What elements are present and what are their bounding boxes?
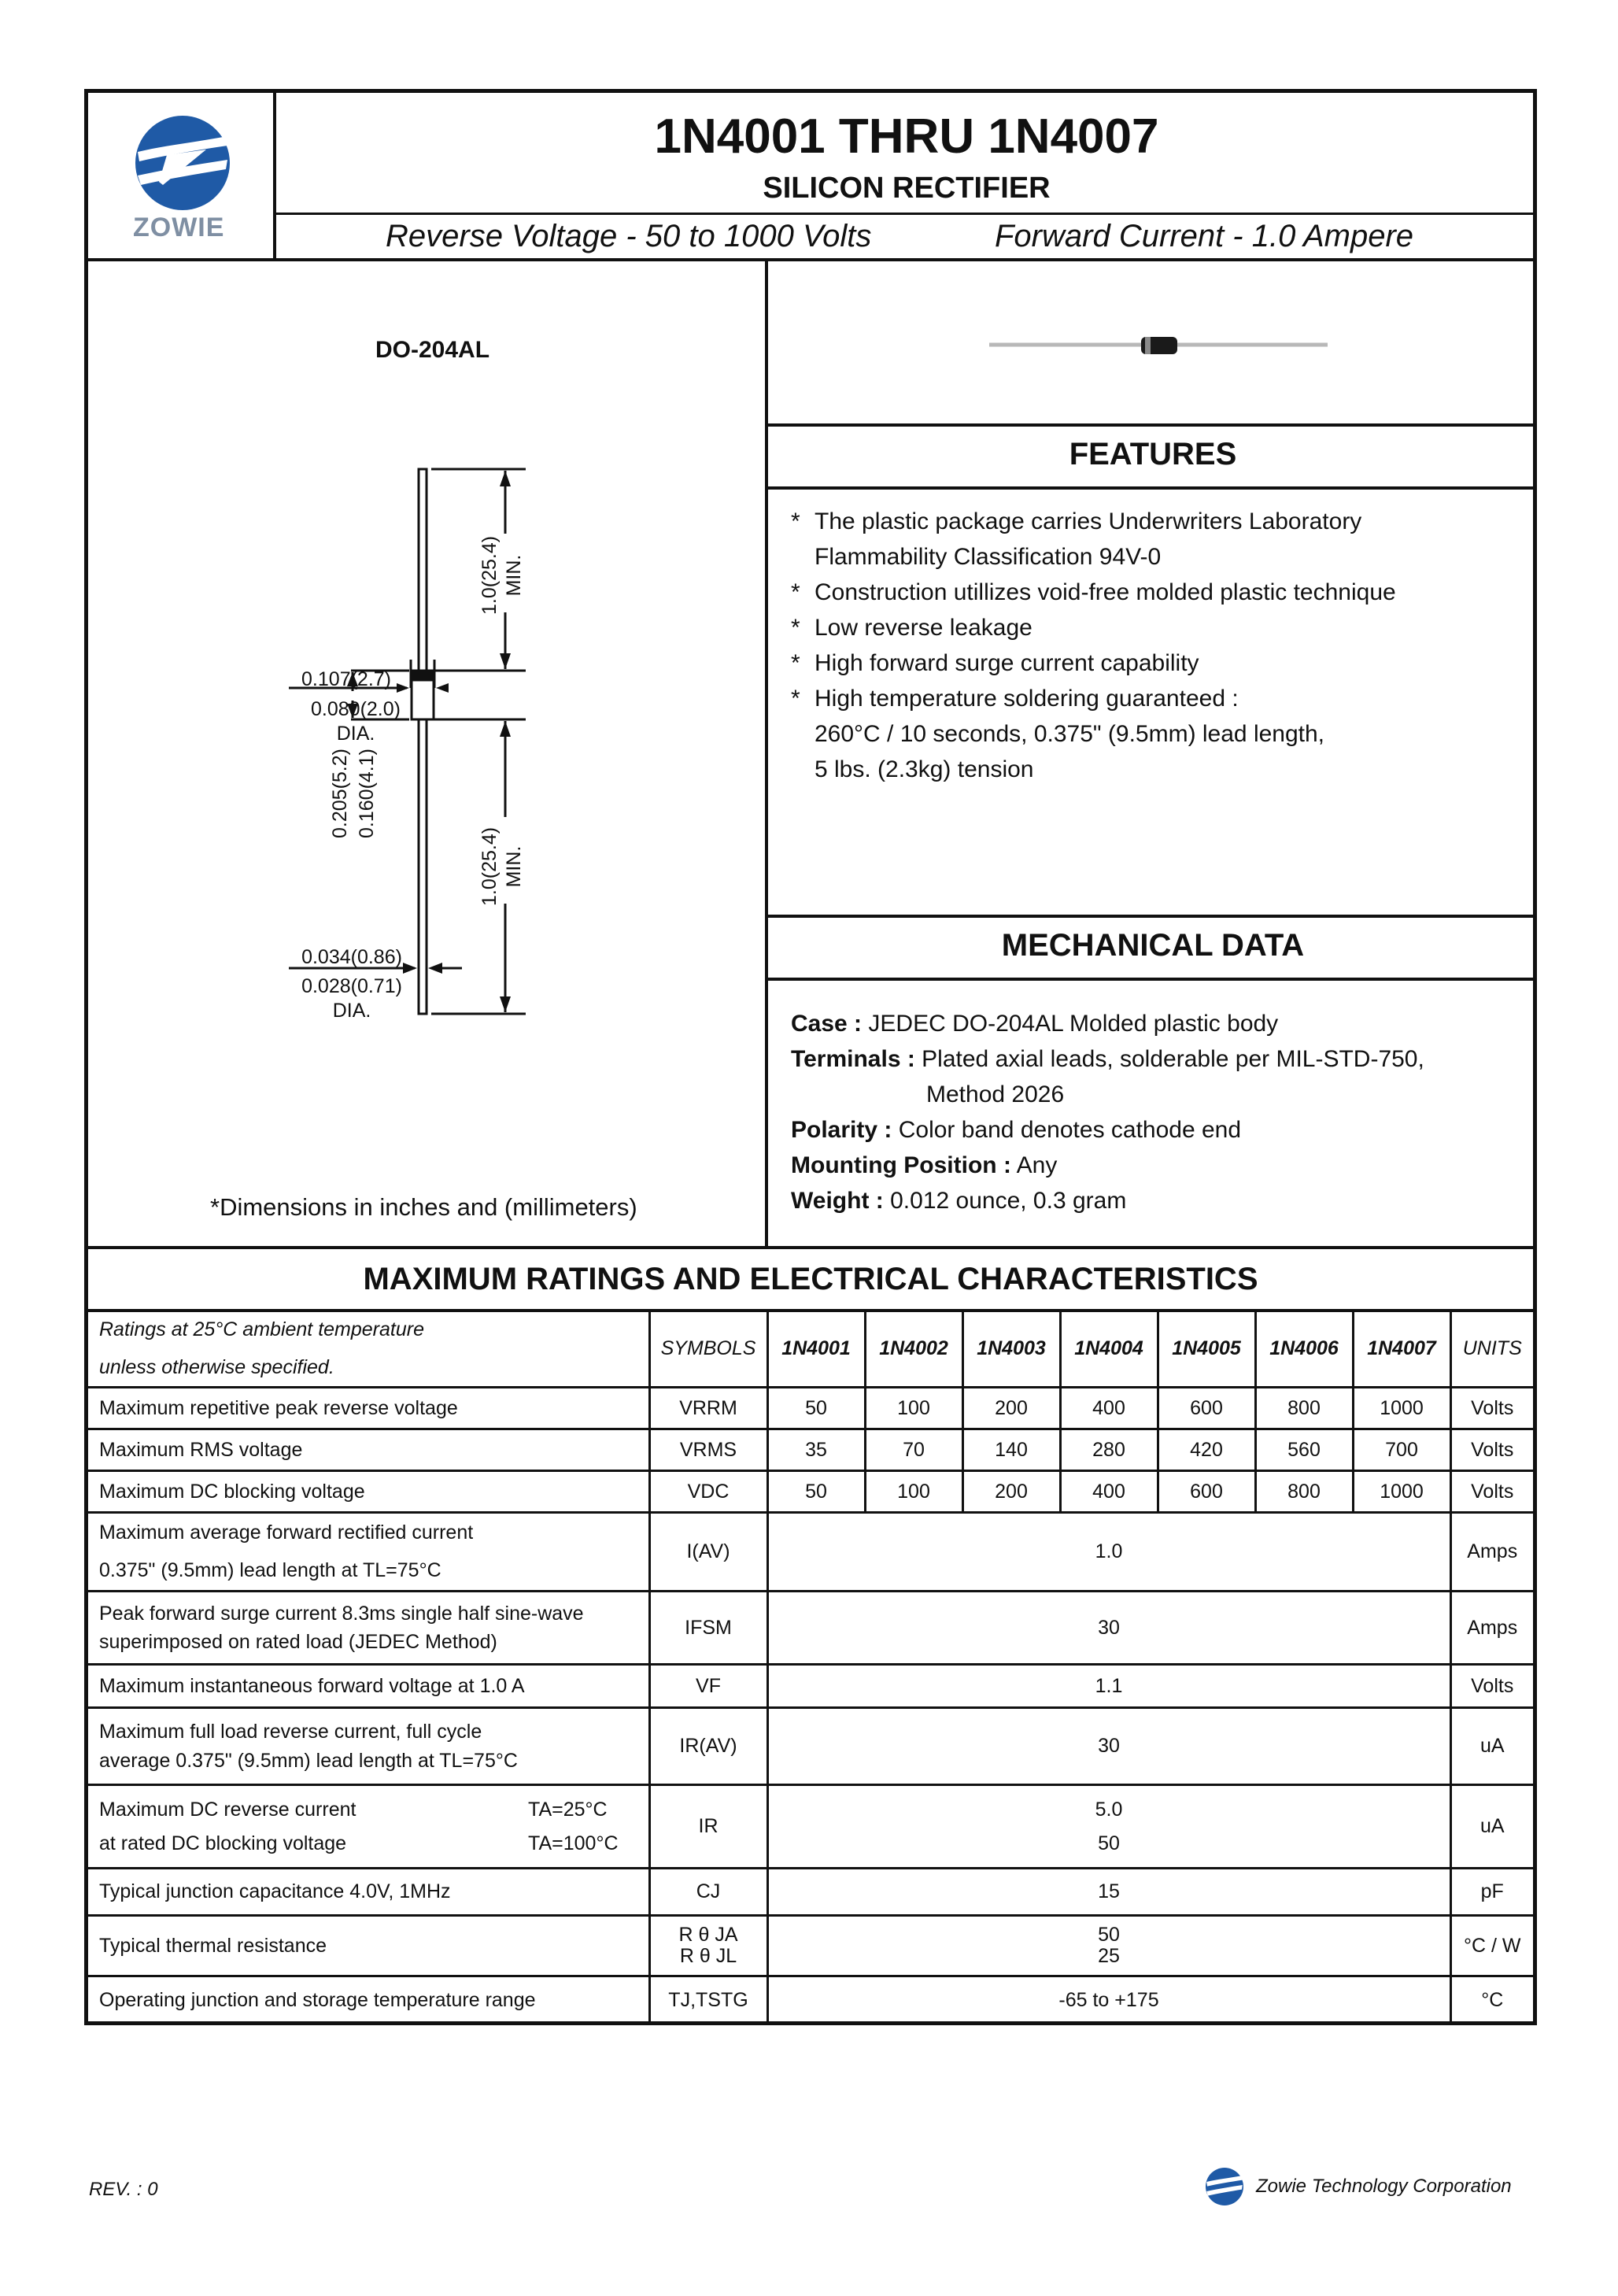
table-row bbox=[88, 1785, 1533, 1869]
mech-terminals-cont: Method 2026 bbox=[926, 1081, 1065, 1107]
mech-weight-value: 0.012 ounce, 0.3 gram bbox=[890, 1188, 1127, 1214]
row-value: 200 bbox=[962, 1388, 1060, 1429]
features-heading: FEATURES bbox=[1069, 437, 1237, 471]
row-symbol2: R θ JL bbox=[679, 1945, 737, 1967]
row-value: 800 bbox=[1255, 1388, 1353, 1429]
row-symbol: VRRM bbox=[649, 1388, 767, 1429]
row-value2: 25 bbox=[1098, 1945, 1120, 1967]
lead-dia-unit: DIA. bbox=[336, 723, 375, 745]
row-value: 700 bbox=[1353, 1429, 1450, 1471]
row-symbol: VDC bbox=[649, 1471, 767, 1513]
symbols-header: SYMBOLS bbox=[649, 1311, 767, 1388]
row-value: 35 bbox=[767, 1429, 865, 1471]
row-cond1: TA=25°C bbox=[528, 1799, 608, 1821]
mech-head-rule bbox=[765, 978, 1533, 981]
table-row bbox=[88, 1708, 1533, 1785]
row-unit: °C / W bbox=[1450, 1916, 1533, 1976]
feature-text: Construction utillizes void-free molded plastic technique bbox=[815, 579, 1396, 605]
diode-image bbox=[985, 329, 1347, 360]
row-symbol: IR(AV) bbox=[649, 1708, 767, 1785]
bullet-star-icon: * bbox=[791, 508, 800, 534]
dimensions-note: *Dimensions in inches and (millimeters) bbox=[210, 1193, 637, 1221]
zowie-logo-small-icon bbox=[1204, 2166, 1245, 2207]
row-value: 560 bbox=[1255, 1429, 1353, 1471]
row-unit: uA bbox=[1450, 1708, 1533, 1785]
table-row bbox=[88, 1976, 1533, 2024]
row-symbol1: R θ JA bbox=[678, 1923, 738, 1946]
feature-text: Flammability Classification 94V-0 bbox=[815, 544, 1162, 570]
row-value: 600 bbox=[1158, 1471, 1255, 1513]
datasheet-frame bbox=[84, 89, 1537, 2025]
row-desc: Maximum repetitive peak reverse voltage bbox=[88, 1388, 649, 1429]
table-row bbox=[88, 1665, 1533, 1708]
revision-label: REV. : 0 bbox=[89, 2179, 158, 2200]
feature-text: 260°C / 10 seconds, 0.375" (9.5mm) lead length, bbox=[815, 721, 1325, 747]
forward-current-spec: Forward Current - 1.0 Ampere bbox=[995, 219, 1414, 253]
ratings-intro-line1: Ratings at 25°C ambient temperature bbox=[99, 1318, 424, 1340]
row-unit: Amps bbox=[1450, 1592, 1533, 1665]
bullet-star-icon bbox=[791, 716, 815, 752]
table-row bbox=[88, 1388, 1533, 1429]
table-header-row bbox=[88, 1311, 1533, 1388]
row-unit: °C bbox=[1450, 1976, 1533, 2024]
row-desc bbox=[88, 1708, 649, 1785]
mech-weight bbox=[791, 1183, 1424, 1218]
row-value1: 50 bbox=[1098, 1923, 1120, 1946]
bottom-lead-length-min: MIN. bbox=[503, 845, 526, 888]
bullet-star-icon: * bbox=[791, 579, 800, 605]
part-header: 1N4004 bbox=[1060, 1311, 1158, 1388]
row-value: 100 bbox=[865, 1471, 962, 1513]
row-unit: pF bbox=[1450, 1869, 1533, 1916]
row-value: -65 to +175 bbox=[767, 1976, 1450, 2024]
top-lead-length-label bbox=[478, 535, 533, 615]
row-value: 140 bbox=[962, 1429, 1060, 1471]
feature-text: The plastic package carries Underwriters Laboratory bbox=[815, 508, 1362, 534]
ratings-table bbox=[88, 1311, 1533, 2024]
ratings-heading: MAXIMUM RATINGS AND ELECTRICAL CHARACTERISTICS bbox=[363, 1262, 1258, 1296]
wire-dia-max: 0.034(0.86) bbox=[301, 946, 402, 968]
mech-polarity-value: Color band denotes cathode end bbox=[898, 1117, 1242, 1143]
row-desc: Maximum DC blocking voltage bbox=[88, 1471, 649, 1513]
bottom-lead-length-label bbox=[478, 826, 533, 906]
ratings-intro-line2: unless otherwise specified. bbox=[99, 1355, 334, 1378]
bullet-star-icon bbox=[791, 752, 815, 787]
page-subtitle: SILICON RECTIFIER bbox=[763, 172, 1051, 205]
mech-weight-label: Weight : bbox=[791, 1188, 884, 1214]
row-value2: 50 bbox=[1098, 1832, 1120, 1854]
reverse-voltage-spec: Reverse Voltage - 50 to 1000 Volts bbox=[386, 219, 872, 253]
row-symbol: TJ,TSTG bbox=[649, 1976, 767, 2024]
row-value1: 5.0 bbox=[1095, 1799, 1123, 1821]
row-value: 400 bbox=[1060, 1471, 1158, 1513]
part-header: 1N4005 bbox=[1158, 1311, 1255, 1388]
part-header: 1N4003 bbox=[962, 1311, 1060, 1388]
lead-dia-label bbox=[297, 667, 391, 692]
mech-case-label: Case : bbox=[791, 1011, 863, 1037]
features-top-rule bbox=[765, 423, 1533, 427]
feature-item bbox=[791, 716, 1396, 752]
row-conditions bbox=[528, 1793, 618, 1860]
row-desc-line2: average 0.375" (9.5mm) lead length at TL=75°C bbox=[99, 1749, 518, 1772]
row-value: 100 bbox=[865, 1388, 962, 1429]
row-value: 800 bbox=[1255, 1471, 1353, 1513]
features-list bbox=[791, 504, 1396, 787]
row-desc-line1: Maximum average forward rectified current bbox=[99, 1521, 474, 1544]
row-value: 30 bbox=[767, 1708, 1450, 1785]
row-desc-line2: at rated DC blocking voltage bbox=[99, 1832, 347, 1854]
row-value: 1.0 bbox=[767, 1513, 1450, 1592]
feature-item bbox=[791, 645, 1396, 681]
package-name: DO-204AL bbox=[375, 337, 490, 363]
row-desc: Typical thermal resistance bbox=[88, 1916, 649, 1976]
row-desc-line1: Maximum full load reverse current, full cycle bbox=[99, 1721, 482, 1743]
row-symbol: VRMS bbox=[649, 1429, 767, 1471]
row-desc: Maximum instantaneous forward voltage at 1.0 A bbox=[88, 1665, 649, 1708]
lead-dia-min: 0.080(2.0) bbox=[311, 698, 401, 720]
top-lead-length-min: MIN. bbox=[503, 554, 526, 597]
feature-text: Low reverse leakage bbox=[815, 615, 1032, 641]
row-unit: Volts bbox=[1450, 1665, 1533, 1708]
mech-terminals bbox=[791, 1041, 1424, 1077]
mechanical-heading: MECHANICAL DATA bbox=[1001, 928, 1305, 963]
logo-brand: ZOWIE bbox=[133, 213, 225, 242]
features-head-rule bbox=[765, 486, 1533, 490]
row-desc bbox=[88, 1785, 649, 1869]
row-desc bbox=[88, 1592, 649, 1665]
mech-terminals-value: Plated axial leads, solderable per MIL-STD-750, bbox=[922, 1046, 1424, 1072]
row-symbol: CJ bbox=[649, 1869, 767, 1916]
row-desc: Typical junction capacitance 4.0V, 1MHz bbox=[88, 1869, 649, 1916]
bullet-star-icon: * bbox=[791, 686, 800, 712]
mech-top-rule bbox=[765, 915, 1533, 918]
mechanical-data bbox=[791, 1006, 1424, 1218]
table-row bbox=[88, 1869, 1533, 1916]
mech-mounting bbox=[791, 1148, 1424, 1183]
page-title: 1N4001 THRU 1N4007 bbox=[654, 109, 1159, 164]
row-value: 1000 bbox=[1353, 1388, 1450, 1429]
package-outline-drawing bbox=[88, 93, 765, 1242]
row-desc-line2: superimposed on rated load (JEDEC Method) bbox=[99, 1631, 497, 1653]
ratings-intro bbox=[88, 1311, 649, 1388]
row-value bbox=[767, 1916, 1450, 1976]
row-value: 400 bbox=[1060, 1388, 1158, 1429]
feature-item bbox=[791, 681, 1396, 716]
feature-item bbox=[791, 752, 1396, 787]
row-value: 15 bbox=[767, 1869, 1450, 1916]
units-header: UNITS bbox=[1450, 1311, 1533, 1388]
feature-text: High temperature soldering guaranteed : bbox=[815, 686, 1239, 712]
body-length-label bbox=[328, 723, 383, 849]
part-header: 1N4006 bbox=[1255, 1311, 1353, 1388]
row-value: 1.1 bbox=[767, 1665, 1450, 1708]
row-unit: Volts bbox=[1450, 1388, 1533, 1429]
mech-polarity-label: Polarity : bbox=[791, 1117, 892, 1143]
mech-mounting-value: Any bbox=[1016, 1152, 1058, 1178]
row-value bbox=[767, 1785, 1450, 1869]
bullet-star-icon: * bbox=[791, 650, 800, 676]
feature-text: High forward surge current capability bbox=[815, 650, 1199, 676]
middle-divider bbox=[765, 258, 768, 1246]
row-unit: Volts bbox=[1450, 1429, 1533, 1471]
table-row bbox=[88, 1471, 1533, 1513]
row-value: 30 bbox=[767, 1592, 1450, 1665]
row-value: 50 bbox=[767, 1388, 865, 1429]
row-cond2: TA=100°C bbox=[528, 1832, 619, 1854]
row-desc-line1: Maximum DC reverse current bbox=[99, 1799, 356, 1821]
row-desc: Operating junction and storage temperature range bbox=[88, 1976, 649, 2024]
bullet-star-icon: * bbox=[791, 615, 800, 641]
row-value: 600 bbox=[1158, 1388, 1255, 1429]
row-symbol: I(AV) bbox=[649, 1513, 767, 1592]
ratings-top-rule bbox=[88, 1246, 1533, 1249]
body-length-max: 0.205(5.2) bbox=[329, 749, 351, 838]
wire-dia-unit: DIA. bbox=[332, 1000, 371, 1022]
row-symbol bbox=[649, 1916, 767, 1976]
wire-dia-label bbox=[293, 945, 411, 970]
row-value: 1000 bbox=[1353, 1471, 1450, 1513]
feature-item bbox=[791, 539, 1396, 575]
bottom-lead-length-value: 1.0(25.4) bbox=[478, 826, 501, 906]
row-desc bbox=[88, 1513, 649, 1592]
row-value: 70 bbox=[865, 1429, 962, 1471]
feature-item bbox=[791, 575, 1396, 610]
wire-dia-min: 0.028(0.71) bbox=[301, 975, 402, 997]
mech-case-value: JEDEC DO-204AL Molded plastic body bbox=[868, 1011, 1279, 1037]
table-row bbox=[88, 1429, 1533, 1471]
part-header: 1N4002 bbox=[865, 1311, 962, 1388]
feature-text: 5 lbs. (2.3kg) tension bbox=[815, 756, 1034, 782]
row-unit: uA bbox=[1450, 1785, 1533, 1869]
feature-item bbox=[791, 610, 1396, 645]
table-row bbox=[88, 1916, 1533, 1976]
row-symbol: VF bbox=[649, 1665, 767, 1708]
row-value: 280 bbox=[1060, 1429, 1158, 1471]
footer-logo bbox=[1204, 2166, 1245, 2211]
company-name: Zowie Technology Corporation bbox=[1256, 2176, 1512, 2197]
part-header: 1N4001 bbox=[767, 1311, 865, 1388]
row-value: 50 bbox=[767, 1471, 865, 1513]
row-desc-line2: 0.375" (9.5mm) lead length at TL=75°C bbox=[99, 1558, 441, 1581]
row-unit: Amps bbox=[1450, 1513, 1533, 1592]
mech-terminals-label: Terminals : bbox=[791, 1046, 915, 1072]
feature-item bbox=[791, 504, 1396, 539]
table-row bbox=[88, 1513, 1533, 1592]
mech-case bbox=[791, 1006, 1424, 1041]
row-symbol: IR bbox=[649, 1785, 767, 1869]
mech-polarity bbox=[791, 1112, 1424, 1148]
top-lead-length-value: 1.0(25.4) bbox=[478, 535, 501, 615]
bullet-star-icon bbox=[791, 539, 815, 575]
row-desc: Maximum RMS voltage bbox=[88, 1429, 649, 1471]
row-unit: Volts bbox=[1450, 1471, 1533, 1513]
lead-dia-max: 0.107(2.7) bbox=[301, 668, 391, 690]
wire-dia-label-lower bbox=[293, 974, 411, 1024]
row-value: 200 bbox=[962, 1471, 1060, 1513]
mech-mounting-label: Mounting Position : bbox=[791, 1152, 1011, 1178]
row-symbol: IFSM bbox=[649, 1592, 767, 1665]
row-desc-line1: Peak forward surge current 8.3ms single half sine-wave bbox=[99, 1602, 584, 1625]
body-length-min: 0.160(4.1) bbox=[356, 749, 378, 838]
part-header: 1N4007 bbox=[1353, 1311, 1450, 1388]
row-value: 420 bbox=[1158, 1429, 1255, 1471]
table-row bbox=[88, 1592, 1533, 1665]
